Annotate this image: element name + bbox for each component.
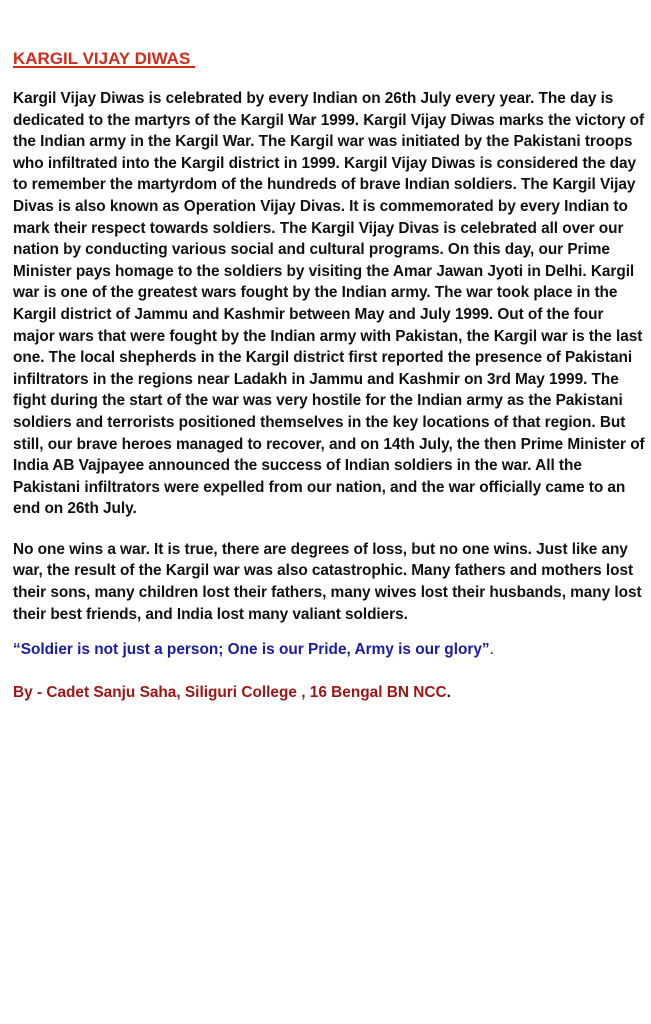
document [13,48,645,703]
document-title: KARGIL VIJAY DIWAS [13,49,196,68]
paragraph-no-one-wins: No one wins a war. It is true, there are degrees of loss, but no one wins. Just like any war, the result of the Kargil war was also catastrophic. Many fathers and mothers lost their sons, many children lost their fathers, many wives lost their husbands, many lost their best friends, and India lost many valiant soldiers. [13,540,642,623]
author-byline [13,682,645,703]
quote-text: “Soldier is not just a person; One is our Pride, Army is our glory” [13,641,490,659]
paragraph-history: Kargil Vijay Diwas is celebrated by every Indian on 26th July every year. The day is dedicated to the martyrs of the Kargil War 1999. Kargil Vijay Diwas marks the victory of the Indian army in the Kargil War. The Kargil war was initiated by the Pakistani troops who infiltrated into the Kargil district in 1999. Kargil Vijay Diwas is considered the day to remember the martyrdom of the hundreds of brave Indian soldiers. The Kargil Vijay Divas is also known as Operation Vijay Divas. It is commemorated by every Indian to mark their respect towards soldiers. The Kargil Vijay Divas is celebrated all over our nation by conducting various social and cultural programs. On this day, our Prime Minister pays homage to the soldiers by visiting the Amar Jawan Jyoti in Delhi. Kargil war is one of the greatest wars fought by the Indian army. The war took place in the Kargil district of Jammu and Kashmir between May and July 1999. Out of the four major wars that were fought by the Indian army with Pakistan, the Kargil war is the last one. The local shepherds in the Kargil district first reported the presence of Pakistani infiltrators in the regions near Ladakh in Jammu and Kashmir on 3rd May 1999. The fight during the start of the war was very hostile for the Indian army as the Pakistani soldiers and terrorists positioned themselves in the key locations of that region. But still, our brave heroes managed to recover, and on 14th July, the then Prime Minister of India AB Vajpayee announced the success of Indian soldiers in the war. All the Pakistani infiltrators were expelled from our nation, and the war officially came to an end on 26th July. [13,90,645,518]
quote-line [13,639,645,660]
byline-trailing-period: . [446,684,451,702]
quote-trailing-period: . [489,641,494,659]
byline-text: By - Cadet Sanju Saha, Siliguri College , 16 Bengal BN NCC [13,684,447,702]
